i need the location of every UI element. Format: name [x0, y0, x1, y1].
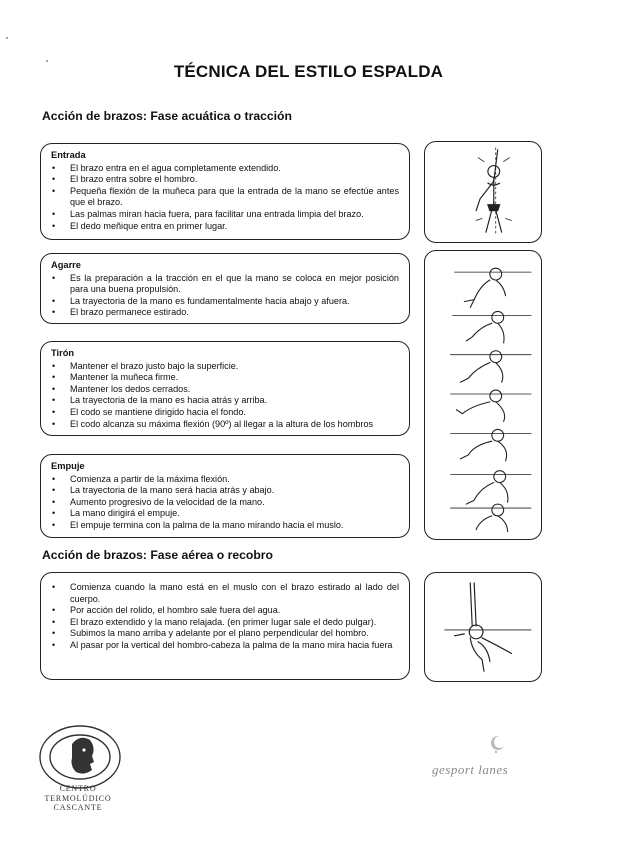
list-item: • Al pasar por la vertical del hombro-cabeza la palma de la mano mira hacia fuera: [70, 640, 399, 652]
section-heading-aquatic: Acción de brazos: Fase acuática o tracción: [42, 109, 292, 123]
list-item: • Aumento progresivo de la velocidad de la mano.: [70, 497, 399, 509]
box-recobro: [40, 572, 410, 680]
section-heading-aerial: Acción de brazos: Fase aérea o recobro: [42, 548, 273, 562]
box-agarre: [40, 253, 410, 324]
list-item: • La trayectoria de la mano es fundamentalmente hacia abajo y afuera.: [70, 296, 399, 308]
scan-speck: [6, 37, 8, 39]
center-name-line: CASCANTE: [53, 803, 103, 813]
brand-logo-text: gesport lanes: [432, 762, 509, 777]
list-item: • El brazo entra sobre el hombro.: [70, 174, 399, 186]
list-item: • Mantener los dedos cerrados.: [70, 384, 399, 396]
box-empuje: [40, 454, 410, 538]
crescent-dot-icon: [488, 734, 508, 754]
list-item: • Comienza a partir de la máxima flexión.: [70, 474, 399, 486]
list-item: • El codo se mantiene dirigido hacia el fondo.: [70, 407, 399, 419]
swimmer-entry-icon: [425, 142, 541, 242]
center-name: [22, 784, 134, 813]
scan-speck: [46, 60, 48, 62]
entry-swimmer-illustration: [424, 141, 542, 243]
list-item: • La trayectoria de la mano será hacia atrás y abajo.: [70, 485, 399, 497]
box-tiron: [40, 341, 410, 436]
list-item: • El brazo extendido y la mano relajada. (en primer lugar sale el dedo pulgar).: [70, 617, 399, 629]
list-recobro: [51, 582, 399, 652]
box-title-agarre: Agarre: [51, 260, 81, 270]
list-item: • El codo alcanza su máxima flexión (90º) al llegar a la altura de los hombros: [70, 419, 399, 431]
list-item: • Las palmas miran hacia fuera, para facilitar una entrada limpia del brazo.: [70, 209, 399, 221]
box-title-empuje: Empuje: [51, 461, 85, 471]
list-item: • El brazo entra en el agua completamente extendido.: [70, 163, 399, 175]
center-name-line: TERMOLÚDICO: [44, 793, 112, 803]
list-item: • El dedo meñique entra en primer lugar.: [70, 221, 399, 233]
swimmer-pull-sequence-icon: [425, 251, 541, 539]
list-item: • Comienza cuando la mano está en el muslo con el brazo estirado al lado del cuerpo.: [70, 582, 399, 605]
list-empuje: [51, 474, 399, 532]
list-tiron: [51, 361, 399, 431]
swimmer-recovery-icon: [425, 573, 541, 681]
list-item: • Subimos la mano arriba y adelante por el plano perpendicular del hombro.: [70, 628, 399, 640]
box-entrada: [40, 143, 410, 240]
pull-phase-illustration: [424, 250, 542, 540]
page-title: TÉCNICA DEL ESTILO ESPALDA: [173, 62, 444, 81]
list-item: • El empuje termina con la palma de la mano mirando hacia el muslo.: [70, 520, 399, 532]
box-title-tiron: Tirón: [51, 348, 75, 358]
list-item: • Por acción del rolido, el hombro sale fuera del agua.: [70, 605, 399, 617]
center-name-line: CENTRO: [59, 784, 97, 793]
recovery-swimmer-illustration: [424, 572, 542, 682]
list-item: • La trayectoria de la mano es hacia atrás y arriba.: [70, 395, 399, 407]
box-title-entrada: Entrada: [51, 150, 86, 160]
list-item: • Es la preparación a la tracción en el que la mano se coloca en mejor posición para una buena propulsión.: [70, 273, 399, 296]
list-item: • Pequeña flexión de la muñeca para que la entrada de la mano se efectúe antes que el brazo.: [70, 186, 399, 209]
list-item: • La mano dirigirá el empuje.: [70, 508, 399, 520]
list-item: • Mantener el brazo justo bajo la superficie.: [70, 361, 399, 373]
list-item: • Mantener la muñeca firme.: [70, 372, 399, 384]
roman-head-seal-icon: [34, 722, 126, 792]
list-agarre: [51, 273, 399, 319]
list-item: • El brazo permanece estirado.: [70, 307, 399, 319]
list-entrada: [51, 163, 399, 233]
